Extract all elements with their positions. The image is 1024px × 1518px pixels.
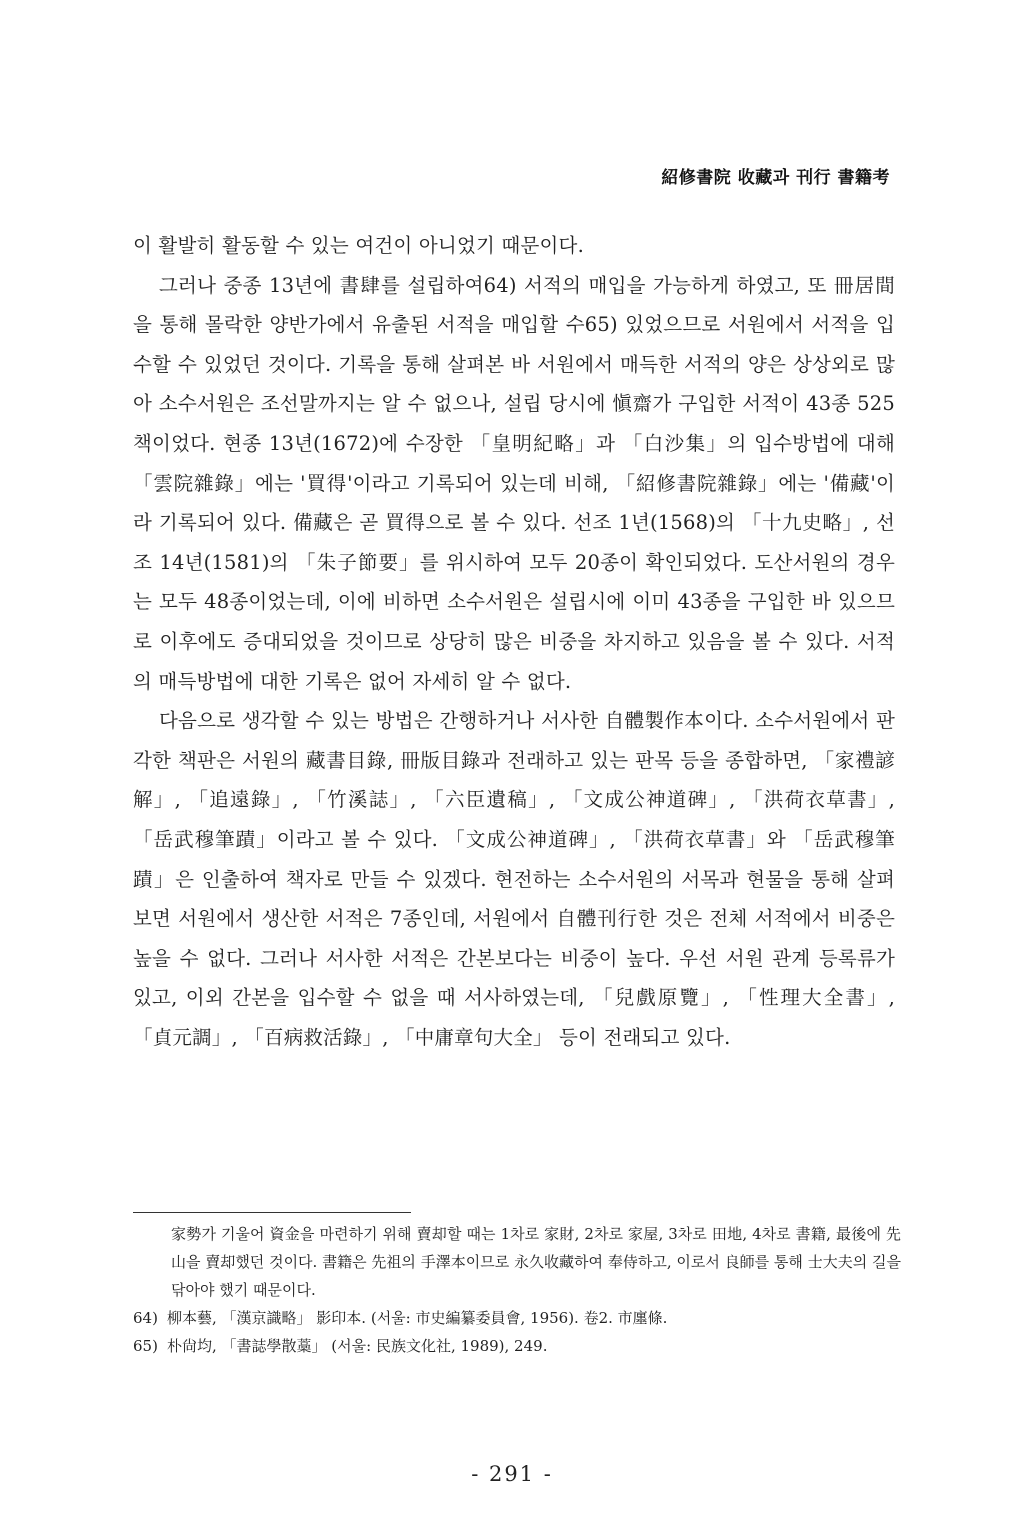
footnote-number: 64) [133, 1309, 158, 1327]
footnote-continuation: 家勢가 기울어 資金을 마련하기 위해 賣却할 때는 1차로 家財, 2차로 家屋, 3차로 田地, 4차로 書籍, 最後에 先山을 賣却했던 것이다. 書籍은 先祖의 手澤本이므로 永久收藏하여 奉侍하고, 이로서 良師를 통해 士大夫의 길을 닦아야 했기 때문이다. [171, 1225, 901, 1299]
footnote-divider [133, 1212, 411, 1213]
paragraph-3: 다음으로 생각할 수 있는 방법은 간행하거나 서사한 自體製作本이다. 소수서원에서 판각한 책판은 서원의 藏書目錄, 冊版目錄과 전래하고 있는 판목 등을 종합하면, 「家禮諺解」, 「追遠錄」, 「竹溪誌」, 「六臣遺稿」, 「文成公神道碑」, 「洪荷衣草書」, 「岳武穆筆蹟」이라고 볼 수 있다. 「文成公神道碑」, 「洪荷衣草書」와 「岳武穆筆蹟」은 인출하여 책자로 만들 수 있겠다. 현전하는 소수서원의 서목과 현물을 통해 살펴보면 서원에서 생산한 서적은 7종인데, 서원에서 自體刊行한 것은 전체 서적에서 비중은 높을 수 없다. 그러나 서사한 서적은 간본보다는 비중이 높다. 우선 서원 관계 등록류가 있고, 이외 간본을 입수할 수 없을 때 서사하였는데, 「兒戲原覽」, 「性理大全書」, 「貞元調」, 「百病救活錄」, 「中庸章句大全」 등이 전래되고 있다. [133, 709, 895, 1049]
paragraph-2: 그러나 중종 13년에 書肆를 설립하여64) 서적의 매입을 가능하게 하였고, 또 冊居間을 통해 몰락한 양반가에서 유출된 서적을 매입할 수65) 있었으므로 서원에서 서적을 입수할 수 있었던 것이다. 기록을 통해 살펴본 바 서원에서 매득한 서적의 양은 상상외로 많아 소수서원은 조선말까지는 알 수 없으나, 설립 당시에 愼齋가 구입한 서적이 43종 525책이었다. 현종 13년(1672)에 수장한 「皇明紀略」과 「白沙集」의 입수방법에 대해 「雲院雜錄」에는 '買得'이라고 기록되어 있는데 비해, 「紹修書院雜錄」에는 '備藏'이라 기록되어 있다. 備藏은 곧 買得으로 볼 수 있다. 선조 1년(1568)의 「十九史略」, 선조 14년(1581)의 「朱子節要」를 위시하여 모두 20종이 확인되었다. 도산서원의 경우는 모두 48종이었는데, 이에 비하면 소수서원은 설립시에 이미 43종을 구입한 바 있으므로 이후에도 증대되었을 것이므로 상당히 많은 비중을 차지하고 있음을 볼 수 있다. 서적의 매득방법에 대한 기록은 없어 자세히 알 수 없다. [133, 273, 895, 693]
footnote-64 [133, 1304, 901, 1332]
footnote-text: 柳本藝, 「漢京識略」 影印本. (서울: 市史編纂委員會, 1956). 卷2. 市廛條. [167, 1309, 668, 1327]
body-text [133, 226, 895, 1057]
footnote-number: 65) [133, 1337, 158, 1355]
footnote-text: 朴尙均, 「書誌學散藁」 (서울: 民族文化社, 1989), 249. [167, 1337, 548, 1355]
page-number: - 291 - [471, 1462, 553, 1486]
running-header: 紹修書院 收藏과 刊行 書籍考 [661, 168, 890, 188]
paragraph-1: 이 활발히 활동할 수 있는 여건이 아니었기 때문이다. [133, 234, 584, 257]
footnotes [133, 1220, 901, 1360]
footnote-65 [133, 1332, 901, 1360]
